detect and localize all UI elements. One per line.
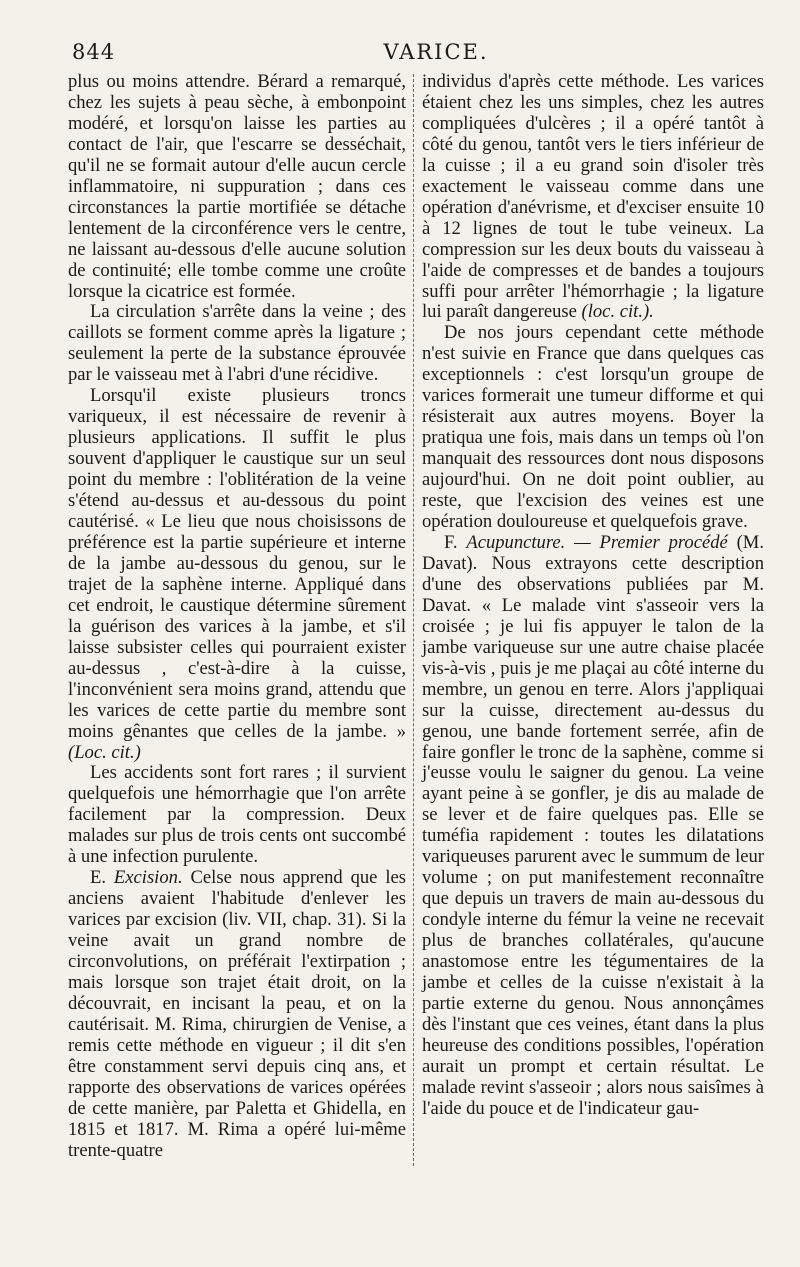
paragraph: De nos jours cependant cette méthode n'est suivie en France que dans quelques cas exceptionnels : c'est lorsqu'un groupe de varices formerait une tumeur difforme et qui résisterait aux autres moyens. Boyer la pratiqua une fois, mais dans un temps où l'on manquait des ressources dont nous disposons aujourd'hui. On ne doit point oublier, au reste, que l'excision des veines est une opération douloureuse et quelquefois grave.	[422, 322, 764, 533]
paragraph	[422, 533, 764, 1120]
citation: (loc. cit.).	[581, 301, 654, 323]
left-column	[68, 72, 406, 1162]
section-label: F.	[444, 531, 467, 553]
paragraph-text: Lorsqu'il existe plusieurs troncs variqueux, il est nécessaire de revenir à plusieurs applications. Il suffit le plus souvent d'appliquer le caustique sur un seul point du membre : l'oblitération de la veine s'étend au-dessus et au-dessous du point cautérisé. « Le lieu que nous choisissons de préférence est la partie supérieure et interne de la jambe au-dessous du genou, sur le trajet de la saphène interne. Appliqué dans cet endroit, le caustique détermine sûrement la guérison des varices à la jambe, et s'il laisse subsister celles qui pourraient exister au-dessus , c'est-à-dire à la cuisse, l'inconvénient sera moins grand, attendu que les varices de cette partie du membre sont moins gênantes que celles de la jambe. »	[68, 385, 406, 742]
paragraph-text: Celse nous apprend que les anciens avaient l'habitude d'enlever les varices par excision (liv. VII, chap. 31). Si la veine avait un grand nombre de circonvolutions, on préférait l'extirpation ; mais lorsque son trajet était droit, on la découvrait, en incisant la peau, et on la cautérisait. M. Rima, chirurgien de Venise, a remis cette méthode en vigueur ; il dit s'en être constamment servi depuis cinq ans, et rapporte des observations de varices opérées de cette manière, par Paletta et Ghidella, en 1815 et 1817. M. Rima a opéré lui-même trente-quatre	[68, 867, 406, 1161]
section-heading: Acupuncture. — Premier procédé	[466, 531, 728, 553]
running-head: VARICE.	[383, 40, 489, 64]
column-divider	[413, 74, 414, 1166]
section-label: E.	[90, 867, 114, 889]
page-header	[72, 40, 760, 70]
paragraph: Les accidents sont fort rares ; il survient quelquefois une hémorrhagie que l'on arrête facilement par la compression. Deux malades sur plus de trois cents ont succombé à une infection purulente.	[68, 762, 406, 868]
citation: (Loc. cit.)	[68, 741, 141, 763]
paragraph-text: (M. Davat). Nous extrayons cette description d'une des observations publiées par M. Davat. « Le malade vint s'asseoir vers la croisée ; je lui fis appuyer le talon de la jambe variqueuse sur une autre chaise placée vis-à-vis , puis je me plaçai au côté interne du membre, un genou en terre. Alors j'appliquai sur la cuisse, directement au-dessus du genou, une bande fortement serrée, afin de faire gonfler le tronc de la saphène, comme si j'eusse voulu le saigner du genou. La veine ayant peine à se gonfler, je dis au malade de se lever et de faire quelques pas. Elle se tuméfia rapidement : toutes les dilatations variqueuses parurent avec le summum de leur volume ; on put manifestement reconnaître que depuis un travers de main au-dessous du condyle interne du fémur la veine ne recevait plus de branches collatérales, qu'aucune anastomose entre les tégumentaires de la jambe et celles de la cuisse n'existait à la partie externe du genou. Nous annonçâmes dès l'instant que ces veines, étant dans la plus heureuse des conditions possibles, l'opération aurait un prompt et certain résultat. Le malade revint s'asseoir ; alors nous saisîmes à l'aide du pouce et de l'indicateur gau-	[422, 531, 764, 1119]
paragraph	[68, 386, 406, 763]
section-heading: Excision.	[113, 867, 183, 889]
right-column	[422, 72, 764, 1120]
paragraph-text: individus d'après cette méthode. Les varices étaient chez les uns simples, chez les autres compliquées d'ulcères ; il a opéré tantôt à côté du genou, tantôt vers le tiers inférieur de la cuisse ; il a eu grand soin d'isoler très exactement le vaisseau comme dans une opération d'anévrisme, et d'exciser ensuite 10 à 12 lignes de tout le tube veineux. La compression sur les deux bouts du vaisseau à l'aide de compresses et de bandes a toujours suffi pour arrêter l'hémorrhagie ; la ligature lui paraît dangereuse	[422, 71, 764, 323]
paragraph: La circulation s'arrête dans la veine ; des caillots se forment comme après la ligature ; seulement la perte de la substance éprouvée par le vaisseau met à l'abri d'une récidive.	[68, 301, 406, 386]
paragraph	[422, 72, 764, 323]
paragraph	[68, 868, 406, 1161]
page-number: 844	[72, 40, 116, 64]
paragraph: plus ou moins attendre. Bérard a remarqué, chez les sujets à peau sèche, à embonpoint modéré, et lorsqu'on laisse les parties au contact de l'air, que l'escarre se desséchait, qu'il ne se formait autour d'elle aucun cercle inflammatoire, ni suppuration ; dans ces circonstances la partie mortifiée se détache lentement de la circonférence vers le centre, ne laissant au-dessous d'elle aucune solution de continuité; elle tombe comme une croûte lorsque la cicatrice est formée.	[68, 71, 406, 302]
